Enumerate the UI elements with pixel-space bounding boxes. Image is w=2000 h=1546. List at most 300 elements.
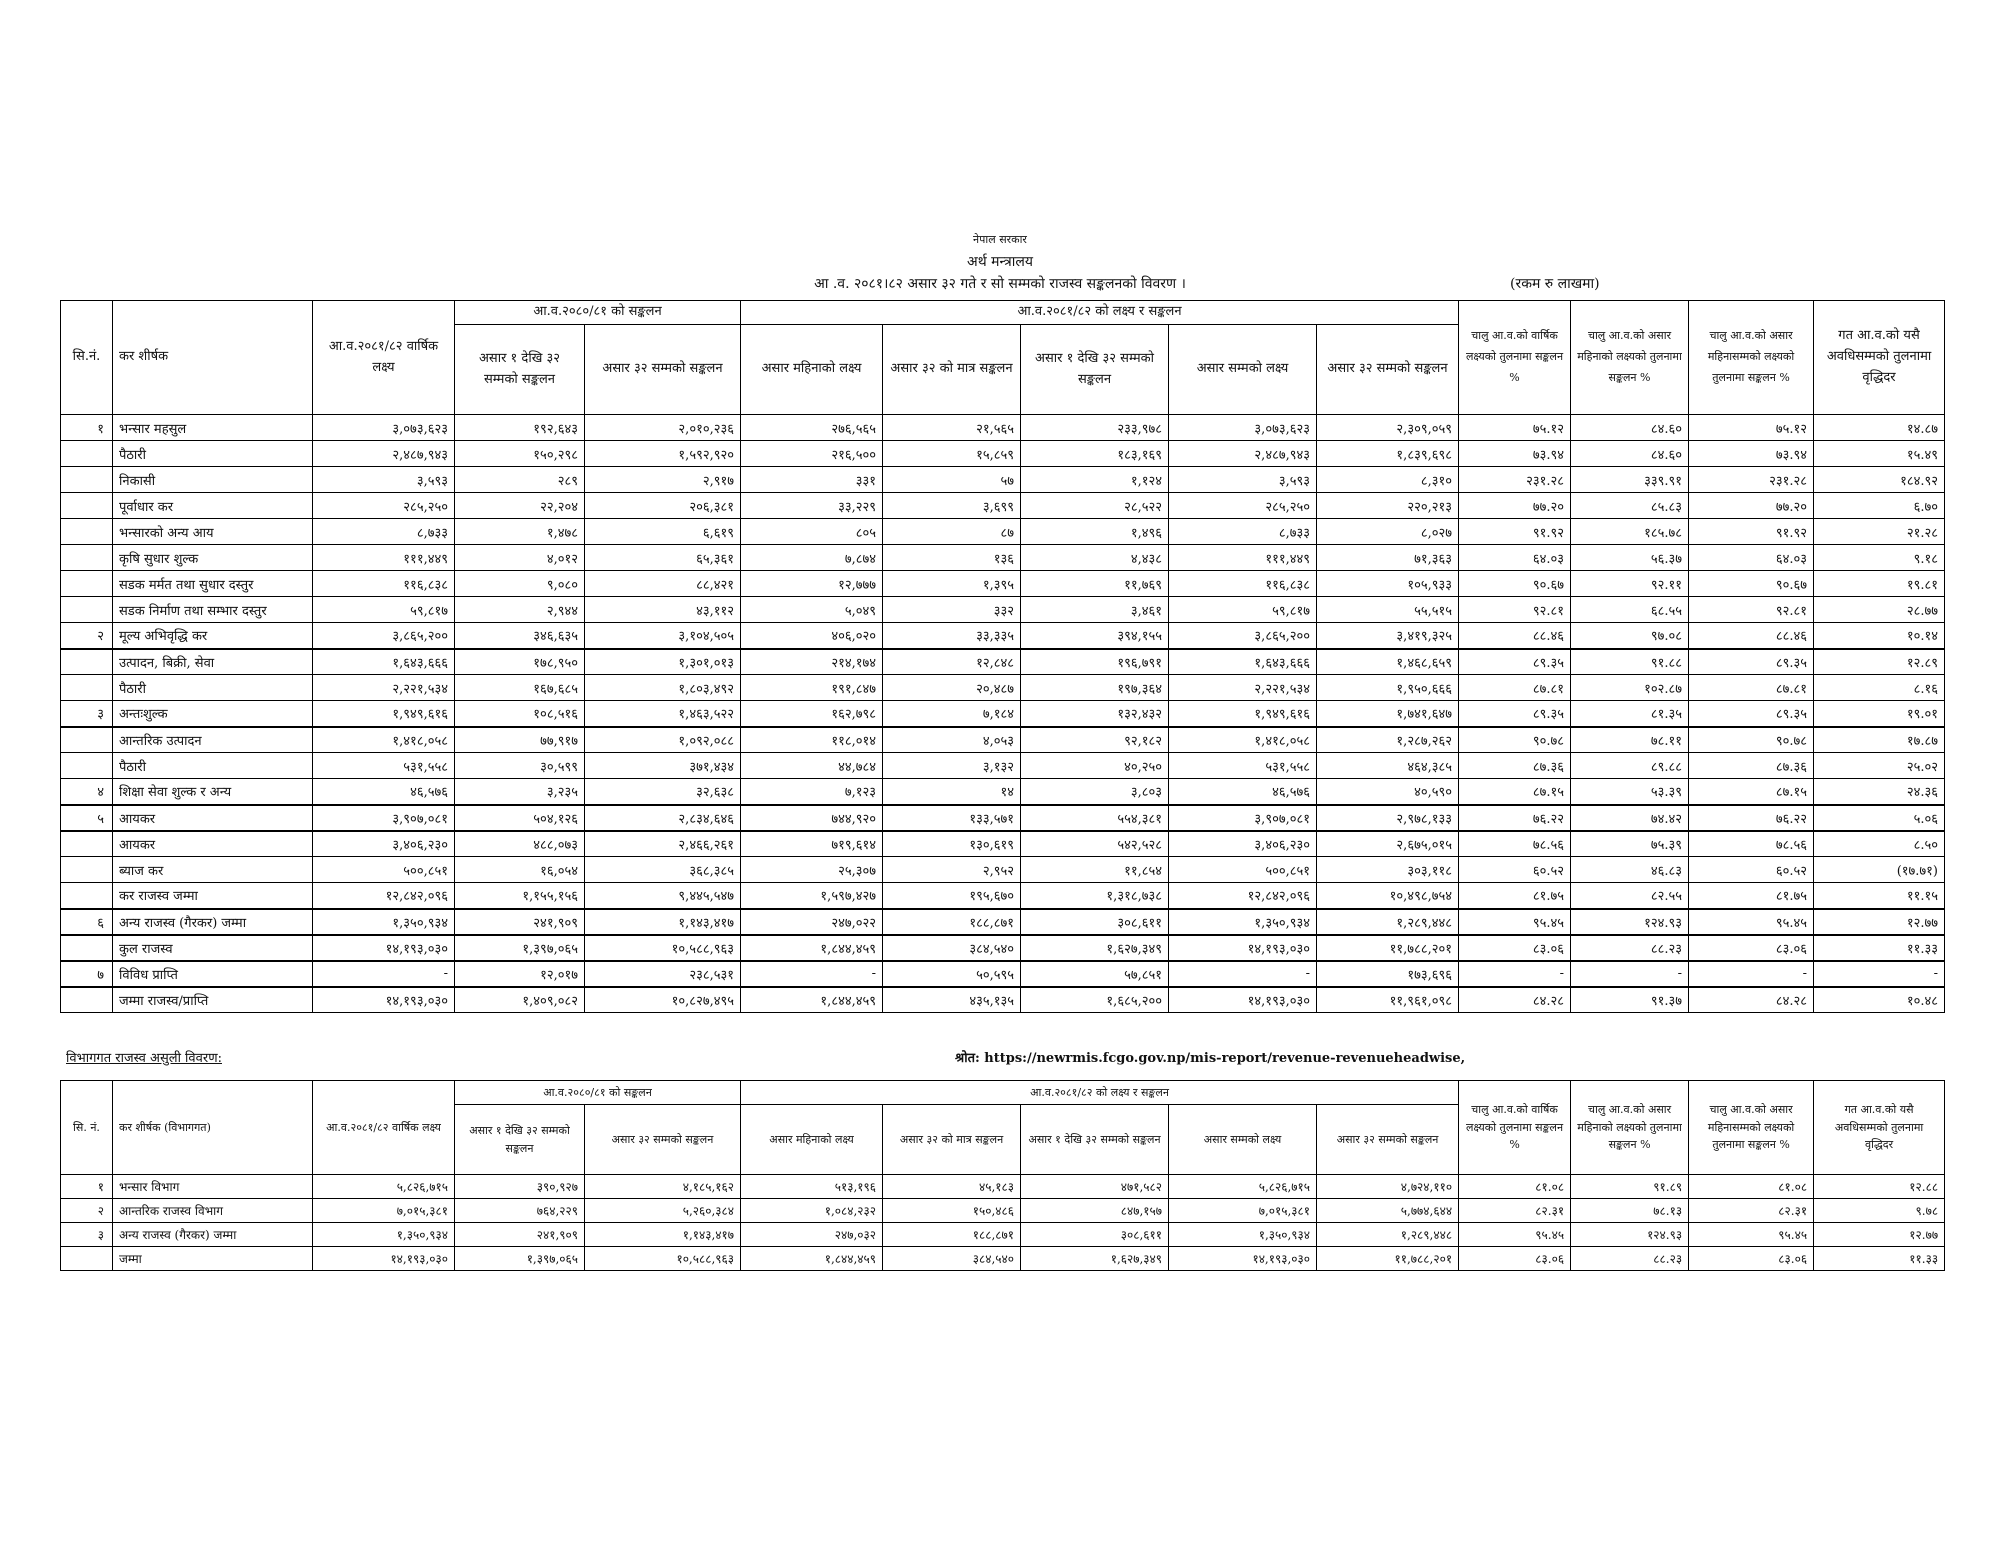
row-head: ब्याज कर: [113, 857, 313, 883]
row-head: पूर्वाधार कर: [113, 493, 313, 519]
row-value: १५,८५९: [883, 441, 1021, 467]
row-sn: [61, 727, 113, 753]
row-value: ८७.८१: [1689, 675, 1814, 701]
row-value: ४४,७८४: [741, 753, 883, 779]
row-value: ८३.०६: [1459, 1247, 1571, 1271]
row-sn: २: [61, 623, 113, 649]
row-value: ७६.२२: [1459, 805, 1571, 831]
row-value: ५१३,१९६: [741, 1175, 883, 1199]
row-value: १,४९६: [1021, 519, 1169, 545]
col-only-32: असार ३२ को मात्र सङ्कलन: [883, 325, 1021, 415]
row-value: ९१.८९: [1571, 1175, 1689, 1199]
row-value: ३,४०६,२३०: [1169, 831, 1317, 857]
row-value: ८९.३५: [1459, 701, 1571, 727]
row-value: ८१.३५: [1571, 701, 1689, 727]
row-value: ९१.३७: [1571, 987, 1689, 1013]
row-value: १९६,७९१: [1021, 649, 1169, 675]
row-value: ८२.३१: [1459, 1199, 1571, 1223]
row-value: १११,४४९: [1169, 545, 1317, 571]
row-value: ७५.३९: [1571, 831, 1689, 857]
row-value: ६०.५२: [1689, 857, 1814, 883]
row-value: ८१.७५: [1689, 883, 1814, 909]
row-value: २,२२१,५३४: [313, 675, 455, 701]
row-value: ८४.२८: [1459, 987, 1571, 1013]
row-value: ७६४,२२९: [455, 1199, 585, 1223]
row-value: ६०.५२: [1459, 857, 1571, 883]
row-sn: [61, 1247, 113, 1271]
row-head: शिक्षा सेवा शुल्क र अन्य: [113, 779, 313, 805]
row-value: ८८.२३: [1571, 1247, 1689, 1271]
row-sn: [61, 467, 113, 493]
row-value: १,३९७,०६५: [455, 1247, 585, 1271]
row-value: १८८,८७१: [883, 909, 1021, 935]
row-value: २,६७५,०१५: [1317, 831, 1459, 857]
row-value: ९१.९२: [1459, 519, 1571, 545]
row-value: ३,८६५,२००: [313, 623, 455, 649]
row-value: १४,१९३,०३०: [313, 1247, 455, 1271]
row-value: ३०,५९९: [455, 753, 585, 779]
row-value: १३०,६१९: [883, 831, 1021, 857]
row-value: ७१,३६३: [1317, 545, 1459, 571]
table-row: [61, 935, 1945, 961]
row-value: ५,८२६,७१५: [313, 1175, 455, 1199]
row-value: २२०,२१३: [1317, 493, 1459, 519]
row-sn: [61, 831, 113, 857]
row-value: १४.८७: [1814, 415, 1945, 441]
row-head: अन्य राजस्व (गैरकर) जम्मा: [113, 909, 313, 935]
row-value: ५,०४९: [741, 597, 883, 623]
row-value: ३,९०७,०८१: [313, 805, 455, 831]
row-value: ८१.०८: [1689, 1175, 1814, 1199]
ministry-label: अर्थ मन्त्रालय: [967, 254, 1033, 270]
row-value: ३०८,६११: [1021, 909, 1169, 935]
row-value: ११,७६९: [1021, 571, 1169, 597]
table-row: [61, 779, 1945, 805]
row-value: ३३२: [883, 597, 1021, 623]
row-head: भन्सारको अन्य आय: [113, 519, 313, 545]
row-value: १७८,९५०: [455, 649, 585, 675]
row-value: ११,७८८,२०१: [1317, 1247, 1459, 1271]
row-value: १,८४४,४५९: [741, 1247, 883, 1271]
row-value: १६२,७९८: [741, 701, 883, 727]
row-value: ४,०१२: [455, 545, 585, 571]
row-value: ८०५: [741, 519, 883, 545]
row-value: १८४.९२: [1814, 467, 1945, 493]
row-value: ११,९६१,०९८: [1317, 987, 1459, 1013]
row-value: २,९१७: [585, 467, 741, 493]
row-value: ९५.४५: [1459, 1223, 1571, 1247]
row-value: २८.७७: [1814, 597, 1945, 623]
row-head: सडक निर्माण तथा सम्भार दस्तुर: [113, 597, 313, 623]
row-value: ३,१०४,५०५: [585, 623, 741, 649]
row-value: २४१,९०९: [455, 1223, 585, 1247]
row-value: ९१.८८: [1571, 649, 1689, 675]
row-value: २५,३०७: [741, 857, 883, 883]
row-value: १८५.७८: [1571, 519, 1689, 545]
page-title: आ .व. २०८१।८२ असार ३२ गते र सो सम्मको राजस्व सङ्कलनको विवरण ।: [814, 276, 1186, 292]
row-value: ८९.३५: [1689, 701, 1814, 727]
row-head: आन्तरिक राजस्व विभाग: [113, 1199, 313, 1223]
row-value: २८,५२२: [1021, 493, 1169, 519]
table-row: [61, 1199, 1945, 1223]
row-value: -: [741, 961, 883, 987]
row-sn: [61, 519, 113, 545]
row-head: पैठारी: [113, 753, 313, 779]
row-value: ७,१८४: [883, 701, 1021, 727]
row-value: ५३१,५५८: [1169, 753, 1317, 779]
table-row: [61, 493, 1945, 519]
row-value: ३०३,११८: [1317, 857, 1459, 883]
row-value: ९२.८१: [1459, 597, 1571, 623]
row-value: ४०,२५०: [1021, 753, 1169, 779]
row-value: १४: [883, 779, 1021, 805]
row-value: ७८.५६: [1459, 831, 1571, 857]
row-value: ४५,१८३: [883, 1175, 1021, 1199]
col-sn: सि. नं.: [61, 1081, 113, 1175]
row-value: १,३०१,०१३: [585, 649, 741, 675]
row-value: २०६,३८१: [585, 493, 741, 519]
row-value: ४६,५७६: [313, 779, 455, 805]
row-value: २८५,२५०: [313, 493, 455, 519]
row-value: २४७,०३२: [741, 1223, 883, 1247]
row-value: २४.३६: [1814, 779, 1945, 805]
row-value: १,६४३,६६६: [313, 649, 455, 675]
row-value: १६७,६८५: [455, 675, 585, 701]
row-value: ८७.१५: [1689, 779, 1814, 805]
table-row: [61, 623, 1945, 649]
row-value: २,४८७,९४३: [1169, 441, 1317, 467]
row-value: ९०.७८: [1459, 727, 1571, 753]
row-value: ७,०१५,३८१: [313, 1199, 455, 1223]
row-value: १,१४३,४१७: [585, 1223, 741, 1247]
row-value: १,७४१,६४७: [1317, 701, 1459, 727]
row-value: ४०,५९०: [1317, 779, 1459, 805]
row-value: १,३१८,७३८: [1021, 883, 1169, 909]
row-value: १८८,८७१: [883, 1223, 1021, 1247]
row-value: १११,४४९: [313, 545, 455, 571]
row-value: १,२८९,४४८: [1317, 909, 1459, 935]
row-value: ८३.०६: [1689, 935, 1814, 961]
row-value: १,९४९,६१६: [313, 701, 455, 727]
table-row: [61, 857, 1945, 883]
row-value: ४३,११२: [585, 597, 741, 623]
row-value: १,६२७,३४९: [1021, 1247, 1169, 1271]
row-value: ५००,८५१: [313, 857, 455, 883]
row-value: ८,३१०: [1317, 467, 1459, 493]
row-head: पैठारी: [113, 441, 313, 467]
row-value: ४७१,५८२: [1021, 1175, 1169, 1199]
row-value: ७,१२३: [741, 779, 883, 805]
col-annual-target: आ.व.२०८१/८२ वार्षिक लक्ष्य: [313, 1081, 455, 1175]
row-value: ३२,६३८: [585, 779, 741, 805]
row-value: २,९५२: [883, 857, 1021, 883]
row-value: १४,१९३,०३०: [313, 987, 455, 1013]
row-value: १२,७७७: [741, 571, 883, 597]
row-value: २४१,९०९: [455, 909, 585, 935]
row-value: -: [1571, 961, 1689, 987]
row-head: भन्सार विभाग: [113, 1175, 313, 1199]
row-value: ४,४३८: [1021, 545, 1169, 571]
row-value: ८,७३३: [1169, 519, 1317, 545]
department-revenue-table: [60, 1080, 1945, 1271]
group-curr: आ.व.२०८१/८२ को लक्ष्य र सङ्कलन: [741, 1081, 1459, 1105]
row-value: ११,८५४: [1021, 857, 1169, 883]
row-head: कृषि सुधार शुल्क: [113, 545, 313, 571]
row-value: २३१.२८: [1689, 467, 1814, 493]
row-value: २,९४४: [455, 597, 585, 623]
row-value: ३,४१९,३२५: [1317, 623, 1459, 649]
row-value: ३,८०३: [1021, 779, 1169, 805]
row-value: ६८.५५: [1571, 597, 1689, 623]
row-value: ३,८६५,२००: [1169, 623, 1317, 649]
row-value: ९०.६७: [1689, 571, 1814, 597]
table-row: [61, 753, 1945, 779]
table-row: [61, 519, 1945, 545]
row-head: अन्य राजस्व (गैरकर) जम्मा: [113, 1223, 313, 1247]
row-value: २१६,५००: [741, 441, 883, 467]
row-value: ८९.८८: [1571, 753, 1689, 779]
row-value: -: [1689, 961, 1814, 987]
row-value: ७,८७४: [741, 545, 883, 571]
row-value: १४,१९३,०३०: [1169, 1247, 1317, 1271]
row-value: १,४६८,६५९: [1317, 649, 1459, 675]
table-row: [61, 1223, 1945, 1247]
unit-label: (रकम रु लाखमा): [1510, 276, 1600, 292]
table-row: [61, 597, 1945, 623]
row-value: १२४.९३: [1571, 1223, 1689, 1247]
col-pct-till: चालु आ.व.को असार महिनासम्मको लक्ष्यको तुलनामा सङ्कलन %: [1689, 301, 1814, 415]
col-sn: सि.नं.: [61, 301, 113, 415]
row-value: -: [1459, 961, 1571, 987]
table-row: [61, 545, 1945, 571]
row-value: ७४४,९२०: [741, 805, 883, 831]
row-value: १,३९७,०६५: [455, 935, 585, 961]
row-value: ३३,३३५: [883, 623, 1021, 649]
row-value: १,९५०,६६६: [1317, 675, 1459, 701]
row-value: १,१४३,४१७: [585, 909, 741, 935]
col-prev-till-32: असार ३२ सम्मको सङ्कलन: [585, 325, 741, 415]
row-value: ३,५९३: [1169, 467, 1317, 493]
row-value: १,१५५,१५६: [455, 883, 585, 909]
row-value: ८.५०: [1814, 831, 1945, 857]
row-value: ३०८,६११: [1021, 1223, 1169, 1247]
row-value: ५६.३७: [1571, 545, 1689, 571]
row-sn: ६: [61, 909, 113, 935]
group-prev: आ.व.२०८०/८१ को सङ्कलन: [455, 1081, 741, 1105]
source-note: श्रोत: https://newrmis.fcgo.gov.np/mis-report/revenue-revenueheadwise,: [955, 1051, 1466, 1066]
row-head: पैठारी: [113, 675, 313, 701]
col-prev-till-32: असार ३२ सम्मको सङ्कलन: [585, 1105, 741, 1175]
row-value: १,६२७,३४९: [1021, 935, 1169, 961]
row-value: ११.१५: [1814, 883, 1945, 909]
row-sn: [61, 857, 113, 883]
row-value: ८५.८३: [1571, 493, 1689, 519]
col-prev-1-32: असार १ देखि ३२ सम्मको सङ्कलन: [455, 1105, 585, 1175]
col-month-target: असार महिनाको लक्ष्य: [741, 1105, 883, 1175]
government-label: नेपाल सरकार: [973, 233, 1027, 246]
row-value: ८२.३१: [1689, 1199, 1814, 1223]
table-row: [61, 675, 1945, 701]
row-value: ८८,४२१: [585, 571, 741, 597]
row-value: ५००,८५१: [1169, 857, 1317, 883]
row-value: १५०,४८६: [883, 1199, 1021, 1223]
row-sn: [61, 441, 113, 467]
row-value: ३६८,३८५: [585, 857, 741, 883]
col-curr-1-32: असार १ देखि ३२ सम्मको सङ्कलन: [1021, 325, 1169, 415]
row-value: ३,५९३: [313, 467, 455, 493]
row-value: ८१.७५: [1459, 883, 1571, 909]
row-sn: [61, 545, 113, 571]
row-value: ७४.४२: [1571, 805, 1689, 831]
row-sn: [61, 597, 113, 623]
row-value: ११,७८८,२०१: [1317, 935, 1459, 961]
row-value: १०.४८: [1814, 987, 1945, 1013]
row-value: ३९०,९२७: [455, 1175, 585, 1199]
row-value: १,२८९,४४८: [1317, 1223, 1459, 1247]
row-value: ३,४६१: [1021, 597, 1169, 623]
row-value: ८७.३६: [1689, 753, 1814, 779]
row-value: ७८.१३: [1571, 1199, 1689, 1223]
row-sn: १: [61, 1175, 113, 1199]
row-value: ५,८२६,७१५: [1169, 1175, 1317, 1199]
row-value: १०२.८७: [1571, 675, 1689, 701]
row-value: १०,४९८,७५४: [1317, 883, 1459, 909]
row-value: ९५.४५: [1689, 909, 1814, 935]
row-sn: ४: [61, 779, 113, 805]
row-value: ९२.११: [1571, 571, 1689, 597]
row-value: ५.०६: [1814, 805, 1945, 831]
row-value: १२,८४२,०९६: [313, 883, 455, 909]
row-value: २७६,५६५: [741, 415, 883, 441]
row-value: १२.८९: [1814, 649, 1945, 675]
row-value: २,९७८,१३३: [1317, 805, 1459, 831]
col-pct-till: चालु आ.व.को असार महिनासम्मको लक्ष्यको तुलनामा सङ्कलन %: [1689, 1081, 1814, 1175]
row-value: ५४२,५२८: [1021, 831, 1169, 857]
table-row: [61, 883, 1945, 909]
col-annual-target: आ.व.२०८१/८२ वार्षिक लक्ष्य: [313, 301, 455, 415]
row-value: ८.१६: [1814, 675, 1945, 701]
row-value: ५९,८१७: [313, 597, 455, 623]
row-value: ७७.२०: [1689, 493, 1814, 519]
row-value: ६५,३६१: [585, 545, 741, 571]
row-value: २१.२८: [1814, 519, 1945, 545]
row-value: ३३,२२९: [741, 493, 883, 519]
row-value: ४३५,१३५: [883, 987, 1021, 1013]
table-row: [61, 805, 1945, 831]
row-value: २१,५६५: [883, 415, 1021, 441]
row-value: ६,६१९: [585, 519, 741, 545]
row-value: ८४.२८: [1689, 987, 1814, 1013]
col-growth: गत आ.व.को यसै अवधिसम्मको तुलनामा वृद्धिदर: [1814, 1081, 1945, 1175]
row-value: १,६८५,२००: [1021, 987, 1169, 1013]
row-sn: [61, 493, 113, 519]
row-value: १,८४४,४५९: [741, 935, 883, 961]
row-head: विविध प्राप्ति: [113, 961, 313, 987]
row-value: ५,७७४,६४४: [1317, 1199, 1459, 1223]
row-value: ३४६,६३५: [455, 623, 585, 649]
row-value: ३७१,४३४: [585, 753, 741, 779]
row-value: ८८.४६: [1689, 623, 1814, 649]
col-till-target: असार सम्मको लक्ष्य: [1169, 325, 1317, 415]
row-value: ५०४,१२६: [455, 805, 585, 831]
row-value: ९५.४५: [1689, 1223, 1814, 1247]
row-value: ७८.५६: [1689, 831, 1814, 857]
row-value: २,४६६,२६१: [585, 831, 741, 857]
row-sn: ७: [61, 961, 113, 987]
row-value: १२.७७: [1814, 909, 1945, 935]
row-value: ५९,८१७: [1169, 597, 1317, 623]
row-value: (१७.७१): [1814, 857, 1945, 883]
row-value: १२.७७: [1814, 1223, 1945, 1247]
row-sn: [61, 883, 113, 909]
row-value: १,३९५: [883, 571, 1021, 597]
row-head: जम्मा राजस्व/प्राप्ति: [113, 987, 313, 1013]
table-row: [61, 727, 1945, 753]
row-value: ९०.६७: [1459, 571, 1571, 597]
row-value: ३३१: [741, 467, 883, 493]
row-value: ८७.१५: [1459, 779, 1571, 805]
col-pct-month: चालु आ.व.को असार महिनाको लक्ष्यको तुलनामा सङ्कलन %: [1571, 301, 1689, 415]
row-sn: [61, 675, 113, 701]
row-value: १०५,९३३: [1317, 571, 1459, 597]
col-month-target: असार महिनाको लक्ष्य: [741, 325, 883, 415]
row-value: १६,०५४: [455, 857, 585, 883]
row-head: मूल्य अभिवृद्धि कर: [113, 623, 313, 649]
table-row: [61, 441, 1945, 467]
row-value: १७३,६९६: [1317, 961, 1459, 987]
row-value: ३,४०६,२३०: [313, 831, 455, 857]
row-value: १९.०१: [1814, 701, 1945, 727]
row-value: ५३.३९: [1571, 779, 1689, 805]
table-row: [61, 649, 1945, 675]
table-row: [61, 1247, 1945, 1271]
row-value: ३,६९९: [883, 493, 1021, 519]
row-value: ७,०१५,३८१: [1169, 1199, 1317, 1223]
row-value: ७६.२२: [1689, 805, 1814, 831]
row-value: -: [313, 961, 455, 987]
row-value: ९,४४५,५४७: [585, 883, 741, 909]
row-value: २१४,१७४: [741, 649, 883, 675]
row-value: १९२,६४३: [455, 415, 585, 441]
row-value: ११६,८३८: [1169, 571, 1317, 597]
row-value: ९२.८१: [1689, 597, 1814, 623]
col-prev-1-32: असार १ देखि ३२ सम्मको सङ्कलन: [455, 325, 585, 415]
row-value: २८५,२५०: [1169, 493, 1317, 519]
row-sn: २: [61, 1199, 113, 1223]
row-value: ३,०७३,६२३: [1169, 415, 1317, 441]
row-value: १,८०३,४९२: [585, 675, 741, 701]
row-value: ९०.७८: [1689, 727, 1814, 753]
col-pct-annual: चालु आ.व.को वार्षिक लक्ष्यको तुलनामा सङ्कलन %: [1459, 301, 1571, 415]
table-row: [61, 467, 1945, 493]
row-value: ८,०२७: [1317, 519, 1459, 545]
row-value: ७८.११: [1571, 727, 1689, 753]
row-value: ७५.१२: [1459, 415, 1571, 441]
row-value: १०८,५१६: [455, 701, 585, 727]
row-value: ५७: [883, 467, 1021, 493]
row-value: १९.८१: [1814, 571, 1945, 597]
row-value: ३८४,५४०: [883, 1247, 1021, 1271]
row-value: २,८३४,६४६: [585, 805, 741, 831]
row-sn: १: [61, 415, 113, 441]
row-value: २८९: [455, 467, 585, 493]
row-value: १,४१८,०५८: [1169, 727, 1317, 753]
row-value: ८३.०६: [1459, 935, 1571, 961]
row-value: २,३०९,०५९: [1317, 415, 1459, 441]
row-sn: [61, 753, 113, 779]
row-head: जम्मा: [113, 1247, 313, 1271]
row-value: १२४.९३: [1571, 909, 1689, 935]
